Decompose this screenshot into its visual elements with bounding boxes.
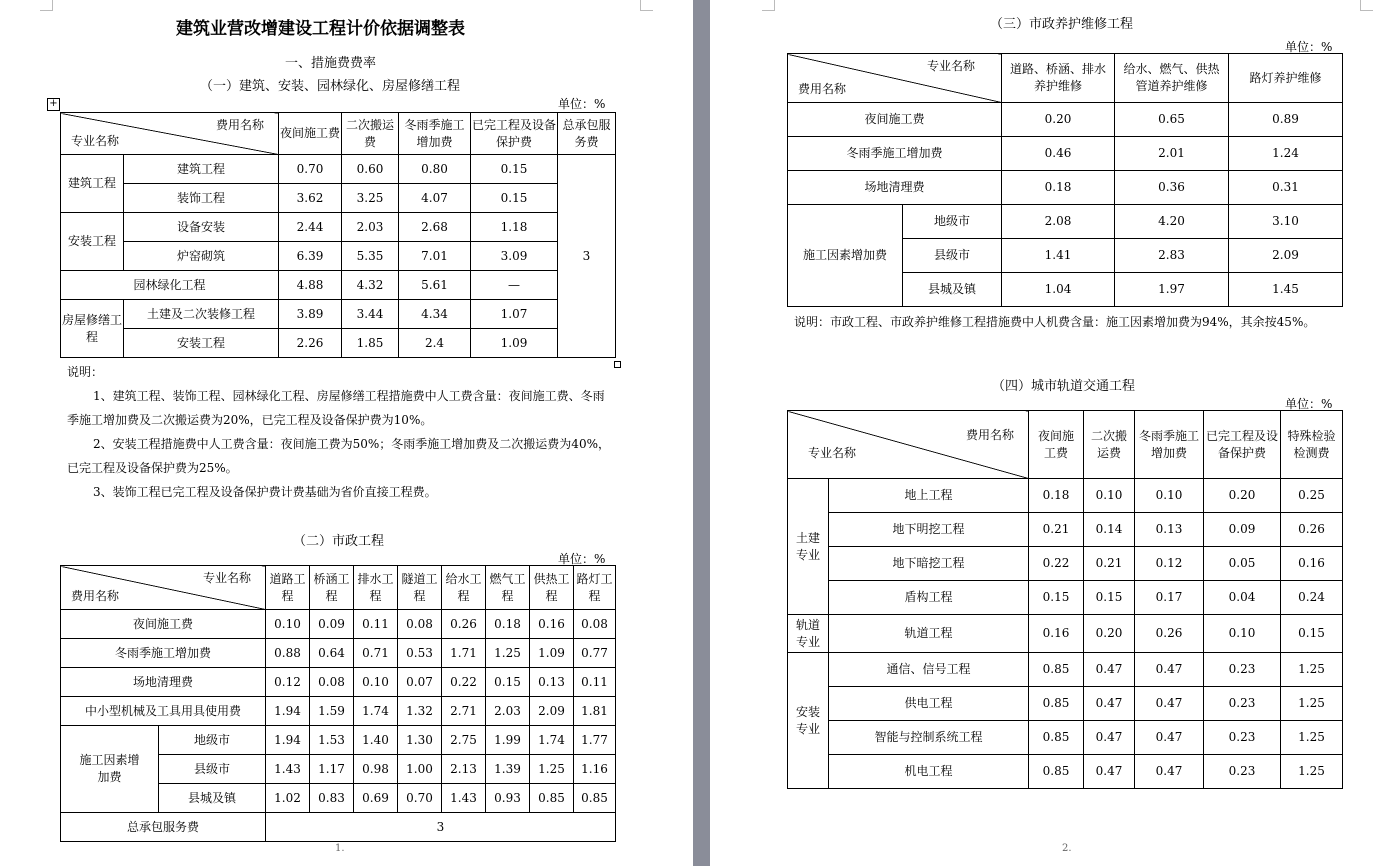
column-header: 冬雨季施工增加费: [1135, 411, 1204, 479]
group-label: 安装工程: [61, 213, 124, 271]
value-cell: 0.13: [530, 668, 574, 697]
value-cell: 6.39: [279, 242, 342, 271]
value-cell: 0.85: [530, 784, 574, 813]
value-cell: 0.15: [471, 184, 558, 213]
row-label: 机电工程: [829, 755, 1029, 789]
row-label: 县级市: [903, 239, 1002, 273]
value-cell: 0.23: [1204, 687, 1281, 721]
row-label: 夜间施工费: [788, 103, 1002, 137]
value-cell: 1.74: [354, 697, 398, 726]
page-number: 2.: [1062, 843, 1072, 854]
value-cell: 1.53: [310, 726, 354, 755]
value-cell: 0.15: [1029, 581, 1084, 615]
value-cell: 0.36: [1115, 171, 1229, 205]
corner-label-top: 费用名称: [965, 428, 1014, 442]
value-cell: 0.47: [1084, 721, 1135, 755]
value-cell: 1.74: [530, 726, 574, 755]
value-cell: 1.85: [342, 329, 399, 358]
corner-label-bottom: 费用名称: [71, 589, 120, 603]
value-cell: 0.15: [486, 668, 530, 697]
row-label: 盾构工程: [829, 581, 1029, 615]
table-move-handle[interactable]: +: [47, 98, 60, 111]
column-header: 路灯工程: [574, 566, 616, 610]
column-header: 路灯养护维修: [1229, 54, 1343, 103]
row-label: 地下暗挖工程: [829, 547, 1029, 581]
value-cell: 0.11: [354, 610, 398, 639]
value-cell: 2.44: [279, 213, 342, 242]
value-cell: 0.16: [1029, 615, 1084, 653]
value-cell: 0.10: [1204, 615, 1281, 653]
column-header: 夜间施工费: [279, 113, 342, 155]
group-label: 安装专业: [788, 653, 829, 789]
column-header: 已完工程及设备保护费: [471, 113, 558, 155]
value-cell: 0.60: [342, 155, 399, 184]
value-cell: 0.22: [1029, 547, 1084, 581]
value-cell: 0.47: [1135, 721, 1204, 755]
general-contract-value: 3: [266, 813, 616, 842]
row-label: 建筑工程: [124, 155, 279, 184]
value-cell: 0.10: [1084, 479, 1135, 513]
value-cell: 0.05: [1204, 547, 1281, 581]
value-cell: 0.69: [354, 784, 398, 813]
value-cell: 1.24: [1229, 137, 1343, 171]
value-cell: 1.07: [471, 300, 558, 329]
value-cell: 0.10: [354, 668, 398, 697]
subsection-heading: （一）建筑、安装、园林绿化、房屋修缮工程: [200, 79, 461, 94]
row-label: 供电工程: [829, 687, 1029, 721]
document-title: 建筑业营改增建设工程计价依据调整表: [176, 19, 465, 39]
group-label: 土建专业: [788, 479, 829, 615]
row-label: 园林绿化工程: [61, 271, 279, 300]
row-label: 场地清理费: [788, 171, 1002, 205]
note-paragraph: 说明：市政工程、市政养护维修工程措施费中人机费含量：施工因素增加费为94%，其余按45%。: [794, 315, 1316, 329]
value-cell: 0.13: [1135, 513, 1204, 547]
row-label: 土建及二次装修工程: [124, 300, 279, 329]
value-cell: 0.85: [1029, 755, 1084, 789]
value-cell: 0.08: [574, 610, 616, 639]
value-cell: 2.4: [399, 329, 471, 358]
group-label: 建筑工程: [61, 155, 124, 213]
value-cell: 1.45: [1229, 273, 1343, 307]
value-cell: 1.30: [398, 726, 442, 755]
column-header: 冬雨季施工增加费: [399, 113, 471, 155]
row-label: 总承包服务费: [61, 813, 266, 842]
value-cell: 0.15: [471, 155, 558, 184]
diagonal-header-cell: [61, 566, 266, 610]
value-cell: 0.85: [1029, 653, 1084, 687]
value-cell: 0.26: [442, 610, 486, 639]
value-cell: 1.25: [1281, 721, 1343, 755]
value-cell: 7.01: [399, 242, 471, 271]
value-cell: 1.81: [574, 697, 616, 726]
document-page-2: [710, 0, 1400, 866]
value-cell: 0.23: [1204, 721, 1281, 755]
value-cell: 0.18: [1002, 171, 1115, 205]
value-cell: 0.21: [1029, 513, 1084, 547]
value-cell: 0.93: [486, 784, 530, 813]
measures-fee-table-maintenance: [787, 53, 1343, 307]
value-cell: 0.12: [266, 668, 310, 697]
group-label: 施工因素增加费: [788, 205, 903, 307]
column-header: 已完工程及设备保护费: [1204, 411, 1281, 479]
value-cell: 0.20: [1084, 615, 1135, 653]
group-label: 房屋修缮工程: [61, 300, 124, 358]
value-cell: 1.32: [398, 697, 442, 726]
value-cell: 0.07: [398, 668, 442, 697]
value-cell: 1.00: [398, 755, 442, 784]
column-header: 二次搬运费: [342, 113, 399, 155]
row-label: 县城及镇: [159, 784, 266, 813]
value-cell: 3.62: [279, 184, 342, 213]
page-gutter: [693, 0, 710, 866]
group-label: 轨道专业: [788, 615, 829, 653]
row-label: 县城及镇: [903, 273, 1002, 307]
column-header: 夜间施工费: [1029, 411, 1084, 479]
value-cell: 1.04: [1002, 273, 1115, 307]
column-header: 特殊检验检测费: [1281, 411, 1343, 479]
value-cell: 0.47: [1135, 755, 1204, 789]
value-cell: 0.47: [1135, 687, 1204, 721]
row-label: 轨道工程: [829, 615, 1029, 653]
value-cell: 1.25: [486, 639, 530, 668]
value-cell: 1.59: [310, 697, 354, 726]
value-cell: 1.94: [266, 726, 310, 755]
notes-title: 说明：: [67, 365, 104, 379]
value-cell: 2.75: [442, 726, 486, 755]
value-cell: 2.83: [1115, 239, 1229, 273]
column-header: 道路工程: [266, 566, 310, 610]
value-cell: 0.18: [486, 610, 530, 639]
value-cell: 3.10: [1229, 205, 1343, 239]
value-cell: 1.39: [486, 755, 530, 784]
value-cell: 0.47: [1084, 755, 1135, 789]
value-cell: 0.14: [1084, 513, 1135, 547]
value-cell: 1.41: [1002, 239, 1115, 273]
value-cell: 1.16: [574, 755, 616, 784]
value-cell: 0.65: [1115, 103, 1229, 137]
value-cell: 0.85: [1029, 687, 1084, 721]
value-cell: 5.61: [399, 271, 471, 300]
note-paragraph: 3、装饰工程已完工程及设备保护费计费基础为省价直接工程费。: [93, 485, 437, 499]
column-header: 给水工程: [442, 566, 486, 610]
value-cell: 0.85: [1029, 721, 1084, 755]
page-number: 1.: [335, 843, 345, 854]
row-label: 地级市: [159, 726, 266, 755]
value-cell: 1.09: [530, 639, 574, 668]
general-contract-value: 3: [558, 155, 616, 358]
column-header: 给水、燃气、供热管道养护维修: [1115, 54, 1229, 103]
value-cell: 0.09: [1204, 513, 1281, 547]
value-cell: 0.18: [1029, 479, 1084, 513]
value-cell: 0.09: [310, 610, 354, 639]
value-cell: 2.09: [530, 697, 574, 726]
corner-label-bottom: 专业名称: [71, 134, 120, 148]
value-cell: 0.46: [1002, 137, 1115, 171]
value-cell: 0.24: [1281, 581, 1343, 615]
corner-label-bottom: 费用名称: [798, 82, 847, 96]
crop-mark: [762, 0, 775, 11]
value-cell: 0.11: [574, 668, 616, 697]
row-label: 地下明挖工程: [829, 513, 1029, 547]
value-cell: 0.23: [1204, 653, 1281, 687]
value-cell: 3.09: [471, 242, 558, 271]
row-label: 县级市: [159, 755, 266, 784]
value-cell: 0.25: [1281, 479, 1343, 513]
value-cell: 0.17: [1135, 581, 1204, 615]
crop-mark: [40, 0, 53, 11]
measures-fee-table-rail-transit: [787, 410, 1343, 789]
value-cell: 0.10: [1135, 479, 1204, 513]
table-resize-handle[interactable]: [614, 361, 621, 368]
value-cell: 1.43: [442, 784, 486, 813]
row-label: 夜间施工费: [61, 610, 266, 639]
value-cell: 1.25: [1281, 755, 1343, 789]
value-cell: 0.47: [1135, 653, 1204, 687]
value-cell: 2.68: [399, 213, 471, 242]
subsection-heading: （二）市政工程: [293, 534, 385, 549]
row-label: 智能与控制系统工程: [829, 721, 1029, 755]
value-cell: 1.09: [471, 329, 558, 358]
diagonal-header-cell: [788, 411, 1029, 479]
column-header: 道路、桥涵、排水养护维修: [1002, 54, 1115, 103]
row-label: 冬雨季施工增加费: [61, 639, 266, 668]
value-cell: 0.70: [398, 784, 442, 813]
value-cell: 0.98: [354, 755, 398, 784]
row-label: 地上工程: [829, 479, 1029, 513]
value-cell: 0.23: [1204, 755, 1281, 789]
note-paragraph: 1、建筑工程、装饰工程、园林绿化工程、房屋修缮工程措施费中人工费含量：夜间施工费、冬雨季施工增加费及二次搬运费为20%，已完工程及设备保护费为10%。: [67, 389, 605, 427]
value-cell: 0.10: [266, 610, 310, 639]
column-header: 二次搬运费: [1084, 411, 1135, 479]
column-header: 桥涵工程: [310, 566, 354, 610]
value-cell: 2.71: [442, 697, 486, 726]
section-heading: 一、措施费费率: [285, 56, 377, 71]
value-cell: 0.47: [1084, 653, 1135, 687]
subsection-heading: （四）城市轨道交通工程: [992, 379, 1136, 394]
corner-label-top: 费用名称: [215, 118, 264, 132]
value-cell: 0.70: [279, 155, 342, 184]
value-cell: 2.13: [442, 755, 486, 784]
value-cell: 4.88: [279, 271, 342, 300]
row-label: 安装工程: [124, 329, 279, 358]
row-label: 设备安装: [124, 213, 279, 242]
value-cell: 0.89: [1229, 103, 1343, 137]
value-cell: 4.34: [399, 300, 471, 329]
value-cell: 0.15: [1281, 615, 1343, 653]
measures-fee-table-municipal: [60, 565, 616, 842]
value-cell: 0.64: [310, 639, 354, 668]
value-cell: 2.03: [486, 697, 530, 726]
value-cell: 1.43: [266, 755, 310, 784]
column-header: 隧道工程: [398, 566, 442, 610]
value-cell: 0.80: [399, 155, 471, 184]
unit-label: 单位：%: [558, 97, 606, 111]
value-cell: 1.99: [486, 726, 530, 755]
measures-fee-table-construction: [60, 112, 616, 358]
row-label: 场地清理费: [61, 668, 266, 697]
value-cell: 2.03: [342, 213, 399, 242]
value-cell: 2.01: [1115, 137, 1229, 171]
value-cell: 2.08: [1002, 205, 1115, 239]
value-cell: 0.16: [530, 610, 574, 639]
value-cell: 0.53: [398, 639, 442, 668]
value-cell: 3.89: [279, 300, 342, 329]
column-header: 供热工程: [530, 566, 574, 610]
value-cell: 0.04: [1204, 581, 1281, 615]
value-cell: 1.17: [310, 755, 354, 784]
value-cell: 0.85: [574, 784, 616, 813]
value-cell: 1.25: [530, 755, 574, 784]
crop-mark: [640, 0, 653, 11]
value-cell: 2.26: [279, 329, 342, 358]
value-cell: 1.94: [266, 697, 310, 726]
unit-label: 单位：%: [558, 552, 606, 566]
value-cell: 3.25: [342, 184, 399, 213]
value-cell: 1.18: [471, 213, 558, 242]
value-cell: 0.83: [310, 784, 354, 813]
value-cell: —: [471, 271, 558, 300]
diagonal-header-cell: [61, 113, 279, 155]
value-cell: 0.16: [1281, 547, 1343, 581]
value-cell: 1.97: [1115, 273, 1229, 307]
diagonal-header-cell: [788, 54, 1002, 103]
row-label: 通信、信号工程: [829, 653, 1029, 687]
value-cell: 0.88: [266, 639, 310, 668]
value-cell: 4.20: [1115, 205, 1229, 239]
value-cell: 0.71: [354, 639, 398, 668]
value-cell: 5.35: [342, 242, 399, 271]
column-header: 总承包服务费: [558, 113, 616, 155]
row-label: 地级市: [903, 205, 1002, 239]
corner-label-bottom: 专业名称: [808, 446, 857, 460]
subsection-heading: （三）市政养护维修工程: [990, 17, 1134, 32]
corner-label-top: 专业名称: [926, 59, 975, 73]
value-cell: 2.09: [1229, 239, 1343, 273]
value-cell: 1.40: [354, 726, 398, 755]
row-label: 中小型机械及工具用具使用费: [61, 697, 266, 726]
row-label: 炉窑砌筑: [124, 242, 279, 271]
row-label: 冬雨季施工增加费: [788, 137, 1002, 171]
value-cell: 0.26: [1281, 513, 1343, 547]
unit-label: 单位：%: [1285, 397, 1333, 411]
crop-mark: [1360, 0, 1373, 11]
value-cell: 1.25: [1281, 653, 1343, 687]
value-cell: 0.77: [574, 639, 616, 668]
value-cell: 0.31: [1229, 171, 1343, 205]
value-cell: 1.25: [1281, 687, 1343, 721]
value-cell: 0.12: [1135, 547, 1204, 581]
value-cell: 1.02: [266, 784, 310, 813]
group-label: 施工因素增加费: [61, 726, 159, 813]
value-cell: 0.47: [1084, 687, 1135, 721]
value-cell: 3.44: [342, 300, 399, 329]
value-cell: 0.15: [1084, 581, 1135, 615]
document-page-1: [0, 0, 693, 866]
row-label: 装饰工程: [124, 184, 279, 213]
value-cell: 0.20: [1204, 479, 1281, 513]
value-cell: 0.08: [310, 668, 354, 697]
value-cell: 4.32: [342, 271, 399, 300]
value-cell: 0.22: [442, 668, 486, 697]
value-cell: 0.08: [398, 610, 442, 639]
column-header: 燃气工程: [486, 566, 530, 610]
value-cell: 0.26: [1135, 615, 1204, 653]
value-cell: 1.77: [574, 726, 616, 755]
unit-label: 单位：%: [1285, 40, 1333, 54]
value-cell: 4.07: [399, 184, 471, 213]
corner-label-top: 专业名称: [202, 571, 251, 585]
value-cell: 0.21: [1084, 547, 1135, 581]
column-header: 排水工程: [354, 566, 398, 610]
note-paragraph: 2、安装工程措施费中人工费含量：夜间施工费为50%；冬雨季施工增加费及二次搬运费为40%，已完工程及设备保护费为25%。: [67, 437, 610, 475]
value-cell: 1.71: [442, 639, 486, 668]
value-cell: 0.20: [1002, 103, 1115, 137]
